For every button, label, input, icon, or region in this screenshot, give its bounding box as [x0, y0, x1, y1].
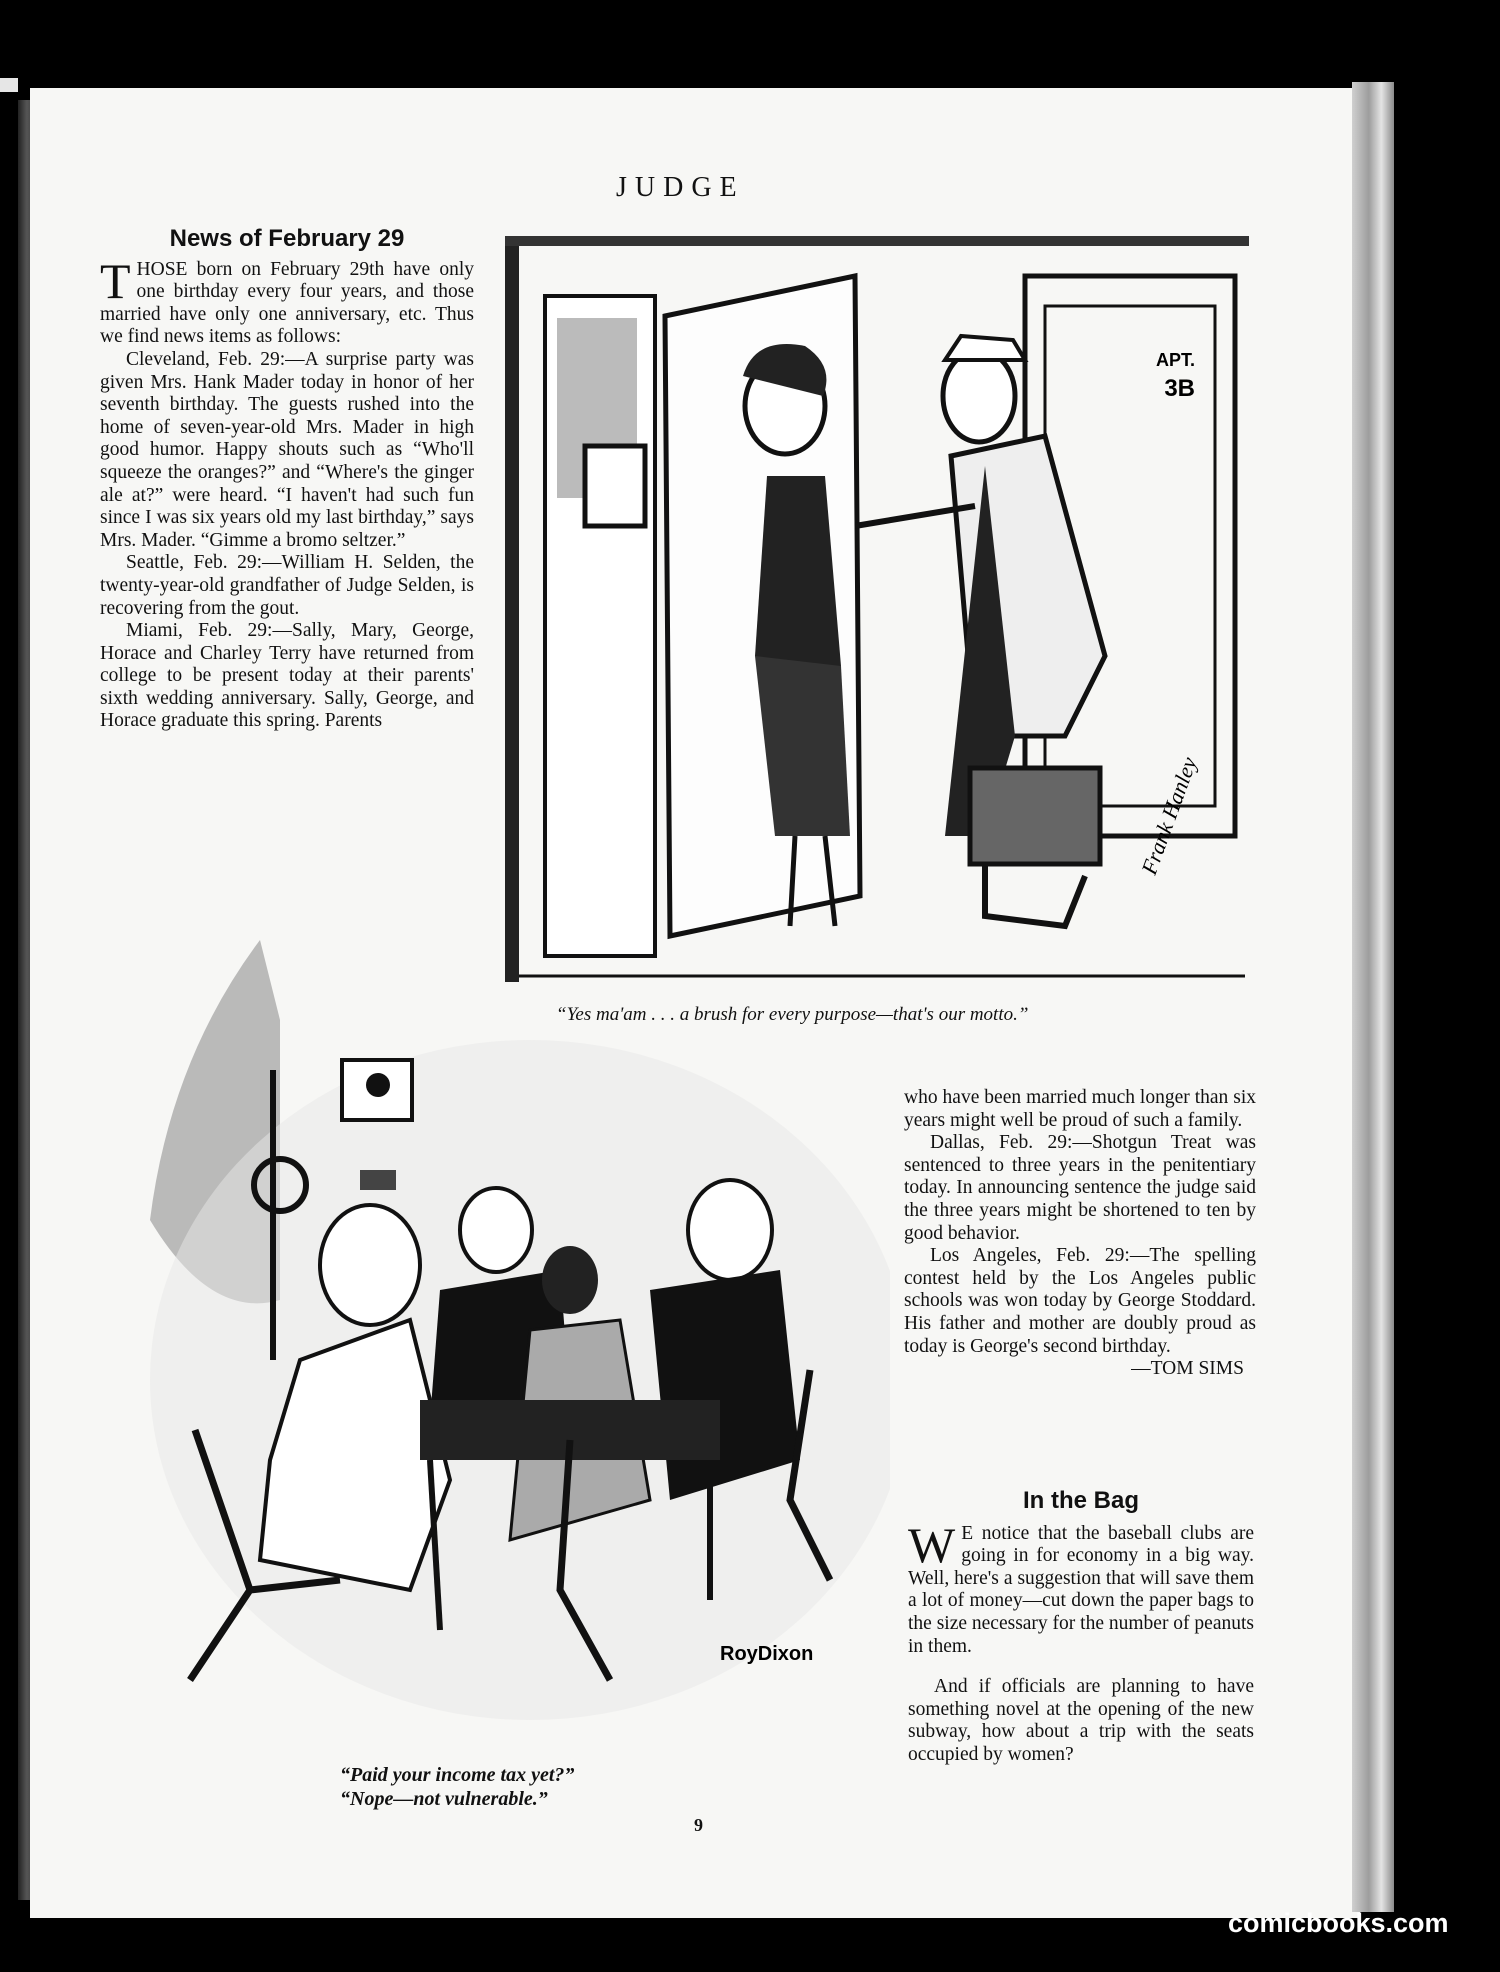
- article-news-feb29-right-column: [904, 1087, 1256, 1381]
- article-paragraph: [908, 1516, 1254, 1659]
- cartoon-caption-line1: “Paid your income tax yet?”: [340, 1764, 575, 1786]
- article-paragraph: Cleveland, Feb. 29:—A surprise party was given Mrs. Hank Mader today in honor of her seventh birthday. The guests rushed into the home of seven-year-old Mrs. Mader in high good humor. Happy shouts such as “Who'll squeeze the oranges?” and “Where's the ginger ale at?” were heard. “I haven't had such fun since I was six years old my last birthday,” says Mrs. Mader. “Gimme a bromo seltzer.”: [100, 348, 474, 551]
- door-sign-number: 3B: [1164, 375, 1195, 402]
- drop-cap: W: [908, 1516, 956, 1573]
- cartoon-caption: “Yes ma'am . . . a brush for every purpose—that's our motto.”: [556, 1004, 1029, 1025]
- cartoon-brush-salesman: [505, 236, 1257, 992]
- lead-smallcaps: HOSE: [136, 258, 188, 280]
- site-watermark: comicbooks.com: [1228, 1908, 1449, 1938]
- page-edge-stack: [1352, 82, 1394, 1912]
- lead-smallcaps: E: [961, 1522, 974, 1544]
- article-paragraph: Seattle, Feb. 29:—William H. Selden, the twenty-year-old grandfather of Judge Selden, is recovering from the gout.: [100, 552, 474, 619]
- article-paragraph: [100, 252, 474, 349]
- cartoon-caption-line2: “Nope—not vulnerable.”: [340, 1788, 548, 1810]
- article-paragraph: Miami, Feb. 29:—Sally, Mary, George, Horace and Charley Terry have returned from college to be present today at their parents' sixth wedding anniversary. Sally, George, and Horace graduate this spring. Parents: [100, 620, 474, 732]
- article-in-the-bag: [908, 1487, 1254, 1767]
- article-paragraph: Los Angeles, Feb. 29:—The spelling contest held by the Los Angeles public schools was won today by George Stoddard. His father and mother are doubly proud as today is George's second birthday.: [904, 1245, 1256, 1357]
- article-paragraph: who have been married much longer than six years might well be proud of such a family.: [904, 1087, 1256, 1131]
- drop-cap: T: [100, 252, 131, 309]
- page-number: 9: [694, 1815, 703, 1835]
- article-paragraph: Dallas, Feb. 29:—Shotgun Treat was sentenced to three years in the penitentiary today. In announcing sentence the judge said the three years might be shortened to ten by good behavior.: [904, 1132, 1256, 1244]
- article-text: born on February 29th have only one birthday every four years, and those married have only one anniversary, etc. Thus we find news items as follows:: [100, 258, 474, 348]
- door-sign-apt: APT.: [1155, 350, 1195, 370]
- article-paragraph: And if officials are planning to have something novel at the opening of the new subway, how about a trip with the seats occupied by women?: [908, 1676, 1254, 1765]
- page-edge-tab: [0, 78, 18, 92]
- magazine-header: JUDGE: [616, 172, 745, 203]
- article-text: notice that the baseball clubs are going in for economy in a big way. Well, here's a suggestion that will save them a lot of money—cut down the paper bags to the size necessary for the number of peanuts in them.: [908, 1522, 1254, 1657]
- article-title: News of February 29: [169, 225, 405, 252]
- byline: —TOM SIMS: [1131, 1358, 1244, 1380]
- cartoonist-signature: RoyDixon: [720, 1643, 814, 1665]
- article-title: In the Bag: [1022, 1487, 1139, 1514]
- cartoonist-signature: Frank Hanley: [1136, 753, 1202, 878]
- article-news-feb29-left-column: [100, 225, 474, 733]
- cartoon-card-players: [110, 940, 890, 1730]
